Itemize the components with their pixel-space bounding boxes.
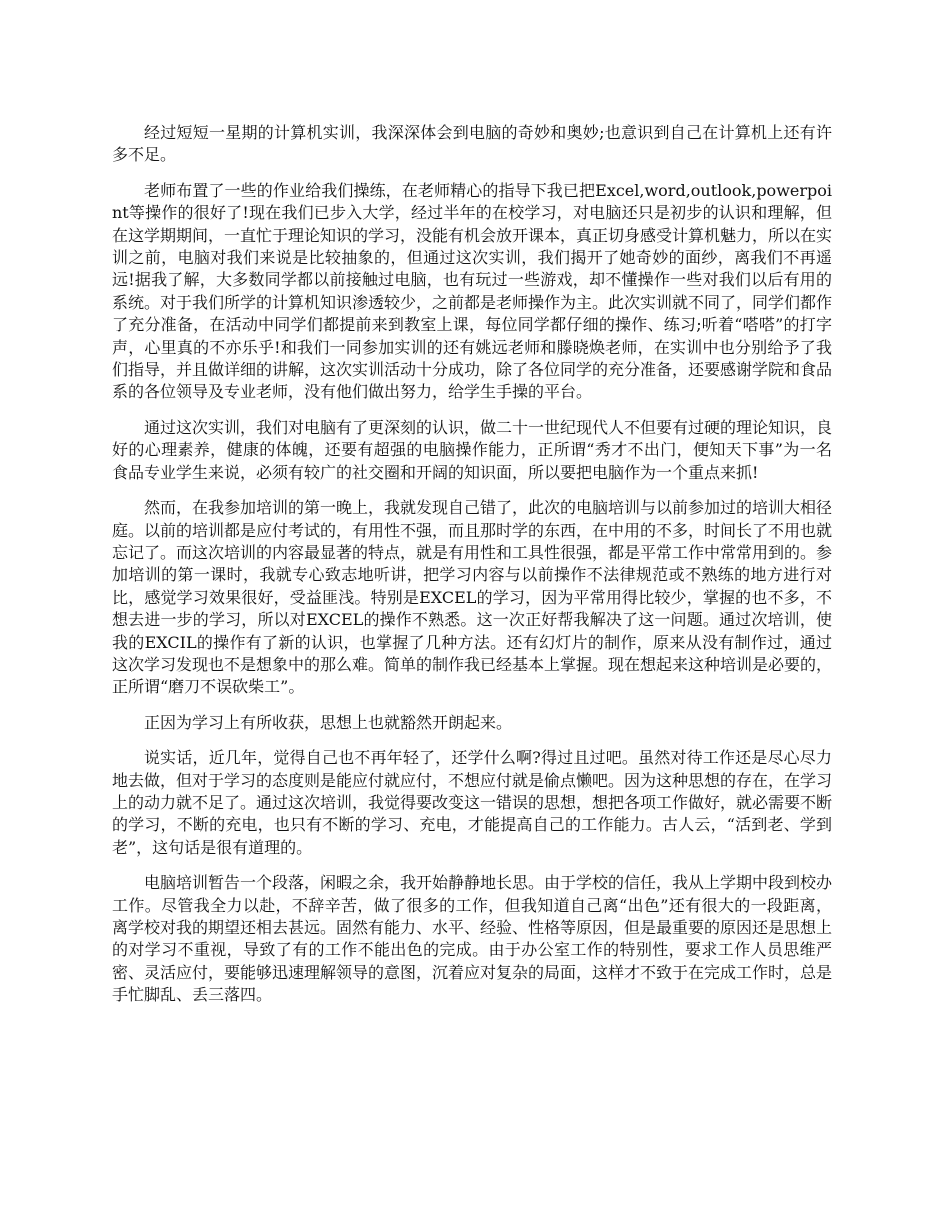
document-body bbox=[112, 122, 832, 1020]
paragraph-7: 电脑培训暂告一个段落，闲暇之余，我开始静静地长思。由于学校的信任，我从上学期中段到校办工作。尽管我全力以赴，不辞辛苦，做了很多的工作，但我知道自己离“出色”还有很大的一段距离，离学校对我的期望还相去甚远。固然有能力、水平、经验、性格等原因，但是最重要的原因还是思想上的对学习不重视，导致了有的工作不能出色的完成。由于办公室工作的特别性，要求工作人员思维严密、灵活应付，要能够迅速理解领导的意图，沉着应对复杂的局面，这样才不致于在完成工作时，总是手忙脚乱、丢三落四。 bbox=[112, 873, 833, 1005]
paragraph-6: 说实话，近几年，觉得自己也不再年轻了，还学什么啊?得过且过吧。虽然对待工作还是尽心尽力地去做，但对于学习的态度则是能应付就应付，不想应付就是偷点懒吧。因为这种思想的存在，在学习上的动力就不足了。通过这次培训，我觉得要改变这一错误的思想，想把各项工作做好，就必需要不断的学习，不断的充电，也只有不断的学习、充电，才能提高自己的工作能力。古人云，“活到老、学到老”，这句话是很有道理的。 bbox=[112, 748, 833, 857]
paragraph-5: 正因为学习上有所收获，思想上也就豁然开朗起来。 bbox=[144, 712, 513, 732]
paragraph-3: 通过这次实训，我们对电脑有了更深刻的认识，做二十一世纪现代人不但要有过硬的理论知识，良好的心理素养，健康的体魄，还要有超强的电脑操作能力，正所谓“秀才不出门，便知天下事”为一名食品专业学生来说，必须有较广的社交圈和开阔的知识面，所以要把电脑作为一个重点来抓! bbox=[112, 417, 833, 482]
paragraph-4: 然而，在我参加培训的第一晚上，我就发现自己错了，此次的电脑培训与以前参加过的培训大相径庭。以前的培训都是应付考试的，有用性不强，而且那时学的东西，在中用的不多，时间长了不用也就忘记了。而这次培训的内容最显著的特点，就是有用性和工具性很强，都是平常工作中常常用到的。参加培训的第一课时，我就专心致志地听讲，把学习内容与以前操作不法律规范或不熟练的地方进行对比，感觉学习效果很好，受益匪浅。特别是EXCEL的学习，因为平常用得比较少，掌握的也不多，不想去进一步的学习，所以对EXCEL的操作不熟悉。这一次正好帮我解决了这一问题。通过次培训，使我的EXCIL的操作有了新的认识，也掌握了几种方法。还有幻灯片的制作，原来从没有制作过，通过这次学习发现也不是想象中的那么难。简单的制作我已经基本上掌握。现在想起来这种培训是必要的，正所谓“磨刀不误砍柴工”。 bbox=[112, 498, 833, 697]
paragraph-2: 老师布置了一些的作业给我们操练，在老师精心的指导下我已把Excel,word,outlook,powerpoint等操作的很好了!现在我们已步入大学，经过半年的在校学习，对电脑还只是初步的认识和理解，但在这学期期间，一直忙于理论知识的学习，没能有机会放开课本，真正切身感受计算机魅力，所以在实训之前，电脑对我们来说是比较抽象的，但通过这次实训，我们揭开了她奇妙的面纱，离我们不再遥远!据我了解，大多数同学都以前接触过电脑，也有玩过一些游戏，却不懂操作一些对我们以后有用的系统。对于我们所学的计算机知识渗透较少，之前都是老师操作为主。此次实训就不同了，同学们都作了充分准备，在活动中同学们都提前来到教室上课，每位同学都仔细的操作、练习;听着“嗒嗒”的打字声，心里真的不亦乐乎!和我们一同参加实训的还有姚远老师和滕晓焕老师，在实训中也分别给予了我们指导，并且做详细的讲解，这次实训活动十分成功，除了各位同学的充分准备，还要感谢学院和食品系的各位领导及专业老师，没有他们做出努力，给学生手操的平台。 bbox=[112, 180, 833, 402]
paragraph-1: 经过短短一星期的计算机实训，我深深体会到电脑的奇妙和奥妙;也意识到自己在计算机上还有许多不足。 bbox=[112, 123, 832, 165]
